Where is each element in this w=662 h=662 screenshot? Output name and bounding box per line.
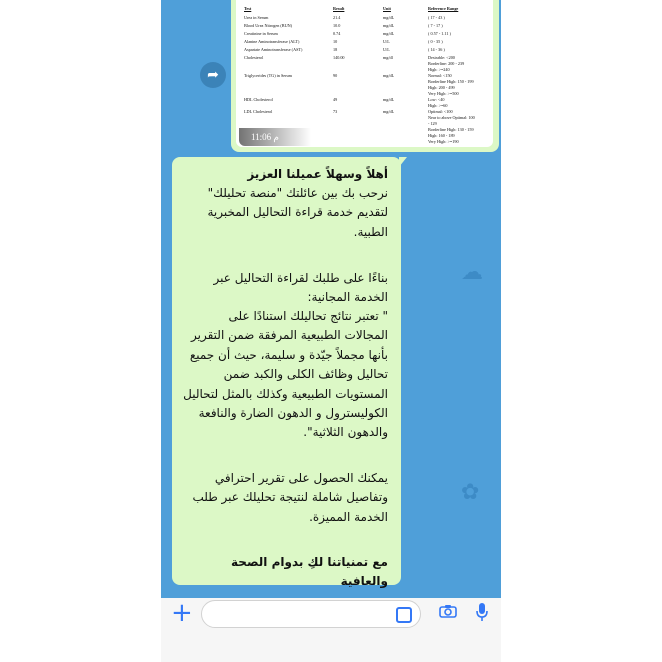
- plus-icon[interactable]: +: [171, 598, 193, 628]
- report-range-line: Very High: >=500: [428, 91, 459, 96]
- test-unit: mg/dL: [383, 73, 395, 78]
- test-name: Creatinine in Serum: [244, 31, 278, 36]
- image-timestamp: 11:06 م: [239, 128, 311, 146]
- text-message-bubble[interactable]: [172, 157, 401, 589]
- test-unit: mg/dL: [383, 31, 395, 36]
- message-paragraph: " تعتبر نتائج تحاليلك استنادًا على المجالات الطبيعية المرفقة ضمن التقرير بأنها مجملاً جيّدة و سليمة، حيث أن جميع تحاليل وظائف الكلى والكبد ضمن المستويات الطبيعية وكذلك بالمثل لتحاليل الكوليسترول و الدهون الضارة والنافعة والدهون الثلاثية".: [183, 309, 388, 440]
- report-range-line: Borderline High: 150 - 199: [428, 79, 474, 84]
- message-paragraph: بناءًا على طلبك لقراءة التحاليل عبر الخدمة المجانية:: [213, 271, 388, 305]
- bubble-tail: [399, 157, 407, 167]
- header-unit: Unit: [383, 6, 391, 11]
- report-range-line: Borderline: 200 - 239: [428, 61, 465, 66]
- test-unit: mg/dL: [383, 23, 395, 28]
- report-range-line: High: >=240: [428, 67, 450, 72]
- test-range: ( 0.57 - 1.11 ): [428, 31, 451, 36]
- report-range-line: Borderline High: 130 - 159: [428, 127, 474, 132]
- wallpaper-doodle: ✿: [461, 480, 480, 505]
- test-name: HDL Cholesterol: [244, 97, 273, 102]
- test-unit: mg/dL: [383, 97, 395, 102]
- report-row: [236, 23, 493, 29]
- image-message-bubble[interactable]: [231, 0, 499, 152]
- report-row: [236, 15, 493, 21]
- test-range: Desirable: <200: [428, 55, 455, 60]
- report-row: [236, 39, 493, 45]
- message-paragraph: نرحب بك بين عائلتك "منصة تحليلك" لتقديم خدمة قراءة التحاليل المخبرية الطبية.: [207, 186, 388, 239]
- test-result: 10: [333, 39, 338, 44]
- test-range: ( 7 - 17 ): [428, 23, 443, 28]
- chat-screen: [161, 0, 501, 662]
- test-result: 0.74: [333, 31, 341, 36]
- test-range: Low: <40: [428, 97, 445, 102]
- test-unit: mg/dl: [383, 55, 393, 60]
- message-greeting: أهلاً وسهلاً عميلنا العزيز: [247, 167, 388, 181]
- test-name: Cholesterol: [244, 55, 264, 60]
- test-result: 10.0: [333, 23, 341, 28]
- message-paragraph: يمكنك الحصول على تقرير احترافي وتفاصيل شاملة لنتيجة تحليلك عبر طلب الخدمة المميزة.: [192, 471, 388, 524]
- forward-icon[interactable]: ➦: [200, 62, 226, 88]
- test-unit: mg/dL: [383, 15, 395, 20]
- test-name: Urea in Serum: [244, 15, 269, 20]
- test-range: Optimal: <100: [428, 109, 453, 114]
- lab-report-image[interactable]: [236, 0, 493, 147]
- test-range: ( 14 - 36 ): [428, 47, 445, 52]
- test-result: 49: [333, 97, 338, 102]
- test-name: Alanine Aminotransferase (ALT): [244, 39, 300, 44]
- report-range-line: High: 200 - 499: [428, 85, 455, 90]
- message-input-bar: [161, 598, 501, 662]
- test-range: ( 0 - 35 ): [428, 39, 443, 44]
- report-row: [236, 47, 493, 53]
- header-result: Result: [333, 6, 345, 11]
- test-name: Aspartate Aminotransferase (AST): [244, 47, 303, 52]
- test-unit: mg/dL: [383, 109, 395, 114]
- header-range: Reference Range: [428, 6, 459, 11]
- camera-icon[interactable]: [439, 604, 457, 618]
- test-unit: U/L: [383, 47, 390, 52]
- microphone-icon[interactable]: [475, 602, 489, 622]
- report-row: [236, 31, 493, 37]
- wallpaper-doodle: ☁: [461, 260, 483, 285]
- test-name: Blood Urea Nitrogen (BUN): [244, 23, 293, 28]
- report-range-line: - 129: [428, 121, 437, 126]
- test-result: 140.00: [333, 55, 345, 60]
- message-input[interactable]: [201, 600, 421, 628]
- test-unit: U/L: [383, 39, 390, 44]
- report-range-line: Near to above Optimal: 100: [428, 115, 475, 120]
- test-result: 90: [333, 73, 338, 78]
- test-result: 18: [333, 47, 338, 52]
- sticker-icon[interactable]: [396, 607, 412, 623]
- test-result: 21.4: [333, 15, 341, 20]
- message-closing: مع تمنياتنا لكِ بدوام الصحة والعافية: [231, 555, 388, 589]
- report-range-line: High: >=60: [428, 103, 448, 108]
- report-range-line: High: 160 - 189: [428, 133, 455, 138]
- test-name: LDL Cholesterol: [244, 109, 273, 114]
- header-test: Test: [244, 6, 252, 11]
- test-range: ( 17 - 43 ): [428, 15, 445, 20]
- test-result: 73: [333, 109, 338, 114]
- report-header-row: [236, 6, 493, 12]
- test-name: Triglycerides (TG) in Serum: [244, 73, 292, 78]
- test-range: Normal: <150: [428, 73, 452, 78]
- report-range-line: Very High: >=190: [428, 139, 459, 144]
